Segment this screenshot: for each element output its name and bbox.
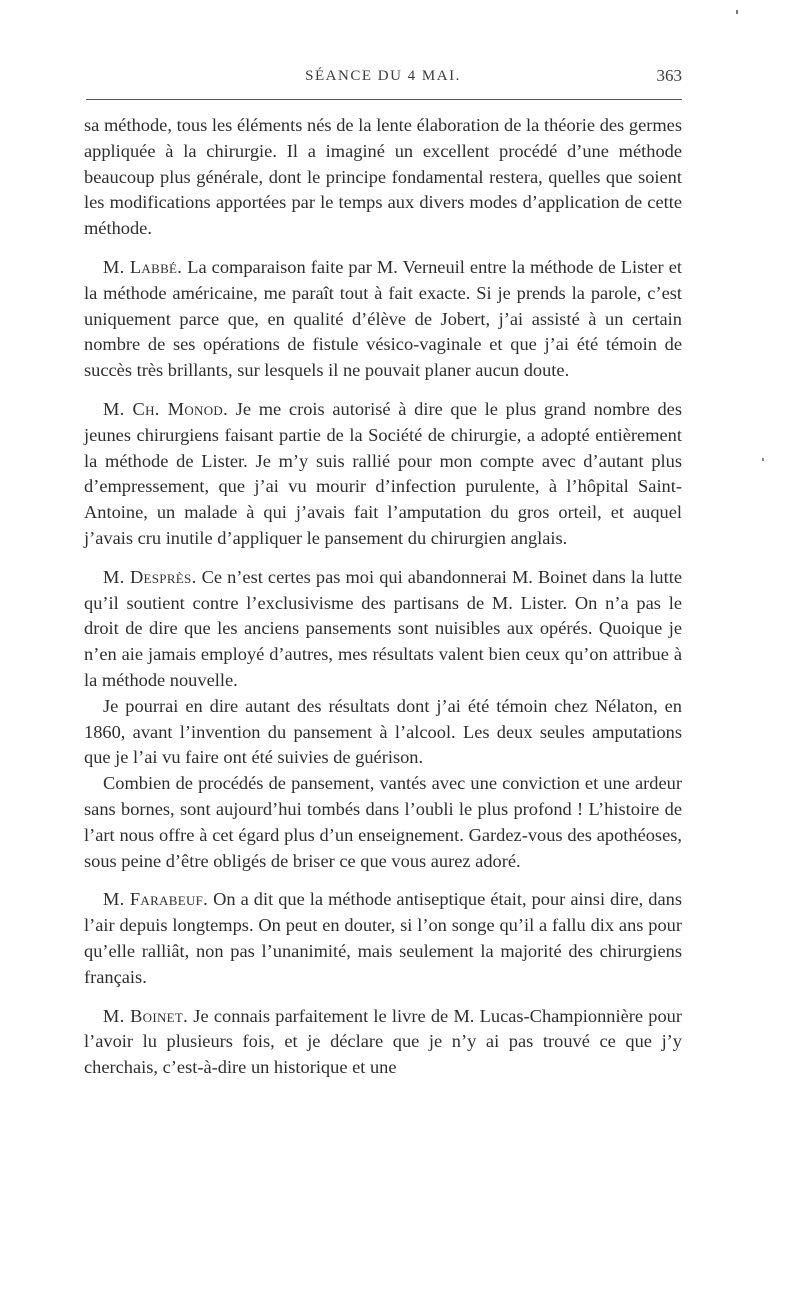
paragraph-farabeuf (84, 887, 682, 990)
page-number: 363 (656, 66, 682, 85)
body-text (84, 113, 682, 1081)
paragraph-continuation (84, 113, 682, 242)
paragraph-boinet (84, 1004, 682, 1081)
paragraph-text: sa méthode, tous les éléments nés de la lente élaboration de la théorie des germes appliquée à la chirurgie. Il a imaginé un excellent procédé d’une méthode beaucoup plus générale, dont le principe fondamental restera, quelles que soient les modifications apportées par le temps aux divers modes d’application de cette méthode. (84, 115, 682, 239)
speaker-name: M. Farabeuf. (103, 889, 209, 910)
running-header (84, 64, 682, 88)
speaker-name: M. Boinet. (103, 1005, 189, 1026)
paragraph-text: La comparaison faite par M. Verneuil entre la méthode de Lister et la méthode américaine, me paraît tout à fait exacte. Si je prends la parole, c’est uniquement parce que, en qualité d’élève de Jobert, j’ai assisté à un certain nombre de ses opérations de fistule vésico-vaginale et que j’ai été témoin de succès très brillants, sur lesquels il ne pouvait planer aucun doute. (84, 256, 682, 381)
paragraph-text: Combien de procédés de pansement, vantés avec une conviction et une ardeur sans bornes, sont aujourd’hui tombés dans l’oubli le plus profond ! L’histoire de l’art nous offre à cet égard plus d’un enseignement. Gardez-vous des apothéoses, sous peine d’être obligés de briser ce que vous aurez adoré. (84, 773, 682, 871)
paragraph-text: Je connais parfaitement le livre de M. Lucas-Championnière pour l’avoir lu plusieurs fois, et je déclare que je n’y ai pas trouvé ce que j’y cherchais, c’est-à-dire un historique et une (84, 1005, 683, 1078)
running-title: SÉANCE DU 4 MAI. (305, 68, 461, 84)
speaker-name: M. Labbé. (103, 256, 183, 277)
header-rule (86, 99, 682, 100)
margin-speck (762, 458, 764, 461)
paragraph-text: Je me crois autorisé à dire que le plus grand nombre des jeunes chirurgiens faisant partie de la Société de chirurgie, a adopté entièrement la méthode de Lister. Je m’y suis rallié pour mon compte avec d’autant plus d’empressement, que j’ai vu mourir d’infection purulente, à l’hôpital Saint-Antoine, un malade à qui j’avais fait l’amputation du gros orteil, et auquel j’avais cru inutile d’appliquer le pansement du chirurgien anglais. (84, 398, 682, 548)
speaker-name: M. Desprès. (103, 566, 197, 587)
paragraph-monod (84, 397, 682, 552)
paragraph-despres-continued (84, 771, 682, 874)
paragraph-labbe (84, 255, 682, 384)
paragraph-text: Ce n’est certes pas moi qui abandonnerai M. Boinet dans la lutte qu’il soutient contre l’exclusivisme des partisans de M. Lister. On n’a pas le droit de dire que les anciens pansements sont nuisibles aux opérés. Quoique je n’en aie jamais employé d’autres, mes résultats valent bien ceux qu’on attribue à la méthode nouvelle. (84, 566, 682, 690)
speaker-name: M. Ch. Monod. (103, 398, 229, 419)
paragraph-despres-continued (84, 694, 682, 771)
paragraph-text: On a dit que la méthode antiseptique était, pour ainsi dire, dans l’air depuis longtemps. On peut en douter, si l’on songe qu’il a fallu dix ans pour qu’elle ralliât, non pas l’unanimité, mais seulement la majorité des chirurgiens français. (84, 889, 682, 987)
margin-speck (736, 10, 738, 14)
paragraph-despres (84, 565, 682, 694)
paragraph-text: Je pourrai en dire autant des résultats dont j’ai été témoin chez Nélaton, en 1860, avant l’invention du pansement à l’alcool. Les deux seules amputations que je l’ai vu faire ont été suivies de guérison. (84, 695, 682, 768)
